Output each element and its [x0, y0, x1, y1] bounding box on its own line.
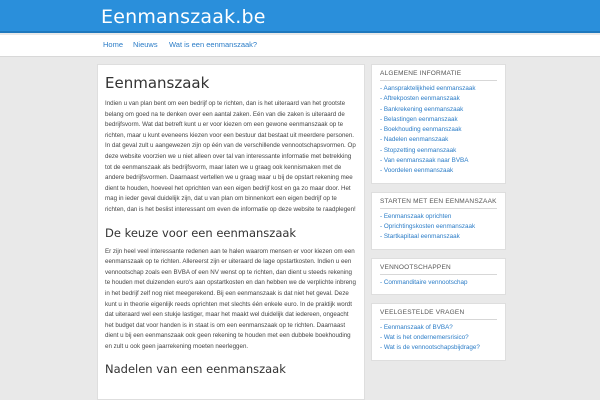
section-heading-nadelen: Nadelen van een eenmanszaak [105, 362, 286, 377]
sidebar-link[interactable]: - Commanditaire vennootschap [380, 278, 468, 286]
section-paragraph-keuze: Er zijn heel veel interessante redenen aan te halen waarom mensen er voor kiezen om een eenmanszaak op te richten. Allereerst zijn er uiteraard de lage opstartkosten. Indien u een vennootschap zoals een BVBA of een NV wenst op te richten, dan dient u steeds rekening te houden met duizenden euro's aan opstartkosten en dan hebben we de verplichte inbreng in het bedrijf zelf nog niet meegerekend. Bij een eenmanszaak is dat niet het geval. Deze kunt u in theorie eigenlijk reeds oprichten met slechts één enkele euro. In de praktijk wordt dat uiteraard wel een stukje lastiger, maar het maakt wel duidelijk dat iedereen, ongeacht het budget dat voor handen is in staat is om een eenmanszaak op te richten. Daarnaast dient u bij een eenmanszaak ook geen rekening te houden met een dubbele boekhouding en zult u ook geen jaarrekening moeten neerleggen. [105, 247, 356, 350]
sidebar-link[interactable]: - Eenmanszaak of BVBA? [380, 323, 453, 331]
widget-title: ALGEMENE INFORMATIE [380, 70, 497, 81]
sidebar-link[interactable]: - Eenmanszaak oprichten [380, 212, 452, 220]
widget-vennootschappen [371, 258, 506, 295]
sidebar-link[interactable]: - Aanspraktelijkheid eenmanszaak [380, 85, 476, 92]
main-nav [0, 35, 600, 57]
widget-veelgestelde-vragen [371, 303, 506, 361]
nav-item-nieuws[interactable]: Nieuws [133, 40, 158, 49]
sidebar-link[interactable]: - Boekhouding eenmanszaak [380, 126, 462, 134]
sidebar-link[interactable]: - Oprichtingskosten eenmanszaak [380, 222, 476, 230]
nav-item-home[interactable]: Home [103, 40, 124, 49]
widget-title: VEELGESTELDE VRAGEN [380, 309, 497, 320]
intro-paragraph: Indien u van plan bent om een bedrijf op te richten, dan is het uiteraard van het grootste belang om goed na te denken over een aantal zaken. Eén van die zaken is uiteraard de bedrijfsvorm. Wat dat betreft kunt u er voor kiezen om een gewone eenmanszaak op te richten, maar u kunt eveneens kiezen voor een bestuur dat bestaat uit meerdere personen. In dat geval zult u aangewezen zijn op één van de verschillende vennootschapsvormen. Op deze website voorzien we u niet alleen over tal van interessante informatie met betrekking tot de eenmanszaak als bedrijfsvorm, maar laten we u graag ook kennismaken met de andere bedrijfsvormen. Daarnaast vertellen we u graag waar u bij de opstart rekening mee dient te houden, hoeveel het oprichten van een eigen bedrijf kost en ga zo maar door. Het mag in ieder geval duidelijk zijn, dat u van plan om binnenkort een eigen bedrijf op te richten, dan is het beslist interessant om even de informatie op deze website te raadplegen! [105, 100, 356, 213]
sidebar [371, 64, 506, 369]
sidebar-link[interactable]: - Nadelen eenmanszaak [380, 136, 449, 144]
widget-algemene-informatie [371, 64, 506, 184]
sidebar-link[interactable]: - Bankrekening eenmanszaak [380, 105, 464, 113]
widget-title: STARTEN MET EEN EENMANSZAAK [380, 198, 497, 209]
sidebar-link[interactable]: - Aftrekposten eenmanszaak [380, 95, 460, 103]
widget-title: VENNOOTSCHAPPEN [380, 264, 497, 275]
nav-item-wat-is[interactable]: Wat is een eenmanszaak? [169, 40, 258, 49]
sidebar-link[interactable]: - Stopzetting eenmanszaak [380, 146, 457, 154]
sidebar-link[interactable]: - Startkapitaal eenmanszaak [380, 233, 460, 241]
section-heading-keuze: De keuze voor een eenmanszaak [105, 225, 297, 240]
sidebar-link[interactable]: - Wat is het ondernemersrisico? [380, 334, 469, 342]
site-header [0, 0, 600, 33]
sidebar-link[interactable]: - Voordelen eenmanszaak [380, 167, 454, 175]
sidebar-link[interactable]: - Belastingen eenmanszaak [380, 115, 458, 123]
main-content [97, 64, 365, 400]
site-title[interactable]: Eenmanszaak.be [101, 6, 266, 28]
page-title: Eenmanszaak [105, 74, 210, 92]
widget-starten [371, 192, 506, 250]
sidebar-link[interactable]: - Van eenmanszaak naar BVBA [380, 157, 469, 165]
sidebar-link[interactable]: - Wat is de vennootschapsbijdrage? [380, 344, 480, 352]
